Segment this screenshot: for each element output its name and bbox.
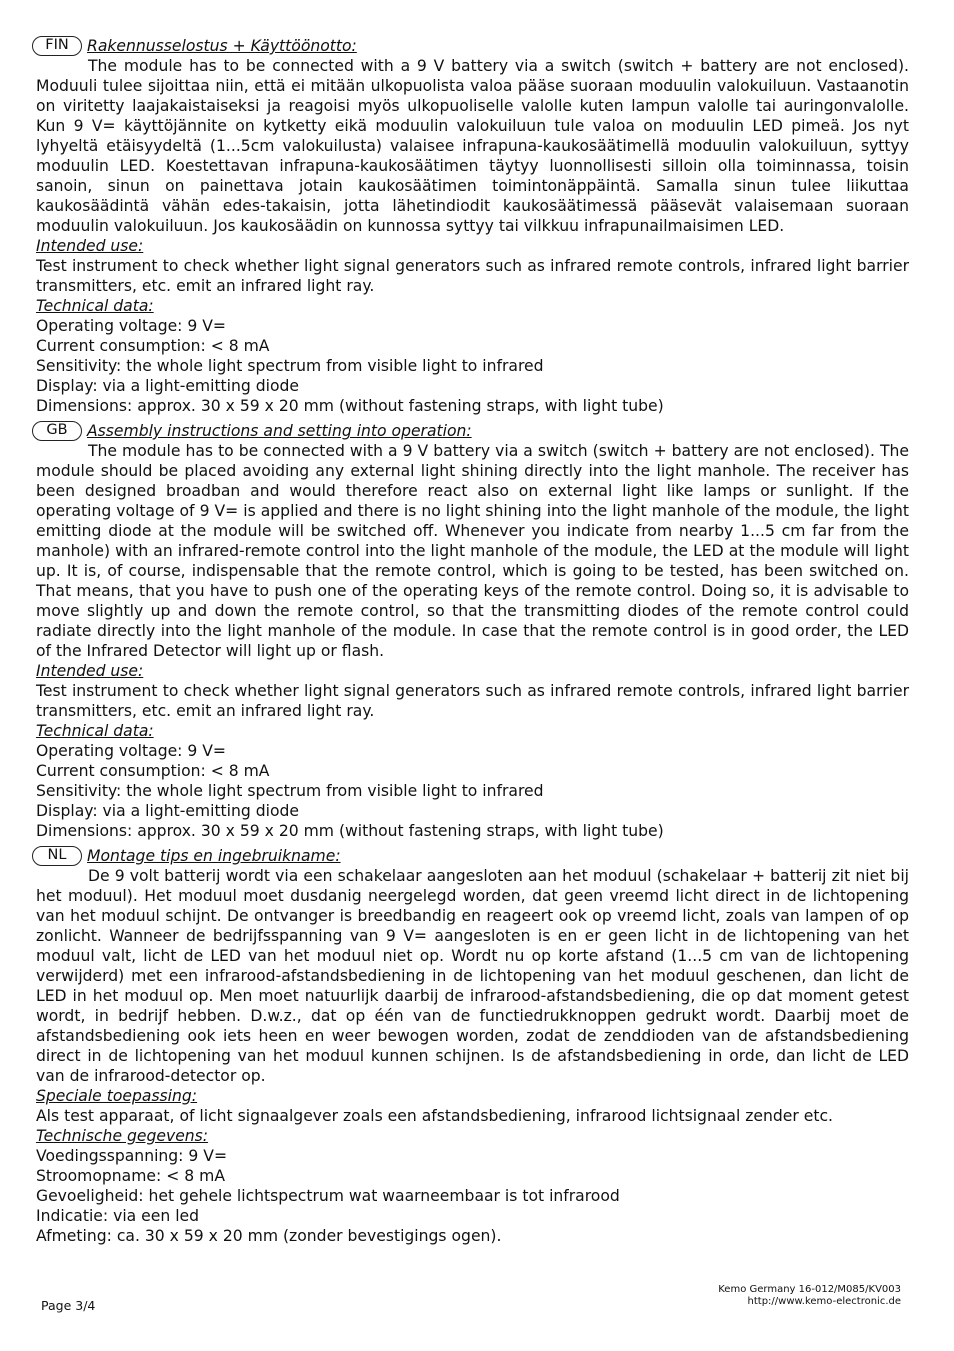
language-badge: GB [32, 421, 82, 441]
section-heading [36, 421, 909, 441]
technical-data-label: Technical data: [36, 297, 154, 315]
language-badge: FIN [32, 36, 82, 56]
tech-line: Dimensions: approx. 30 x 59 x 20 mm (without fastening straps, with light tube) [36, 397, 664, 415]
tech-line: Display: via a light-emitting diode [36, 377, 300, 395]
intended-use-label: Intended use: [36, 662, 144, 680]
page-number: Page 3/4 [41, 1298, 96, 1313]
section-title: Assembly instructions and setting into operation: [87, 422, 472, 440]
tech-line: Dimensions: approx. 30 x 59 x 20 mm (without fastening straps, with light tube) [36, 822, 664, 840]
tech-line: Current consumption: < 8 mA [36, 337, 270, 355]
technical-data-label: Technische gegevens: [36, 1127, 209, 1145]
language-badge: NL [32, 846, 82, 866]
tech-line: Display: via a light-emitting diode [36, 802, 300, 820]
technical-data-label: Technical data: [36, 722, 154, 740]
section-body: The module has to be connected with a 9 V battery via a switch (switch + battery are not enclosed). Moduuli tulee sijoittaa niin, että ei mitään ulkopuolista valoa pääse suoraan moduulin valokuiluun. Vastaanotin on viritetty laajakaistaiseksi ja reagoisi myös ulkopuoliselle valolle kuten lampun valolle tai auringonvalolle. Kun 9 V= käyttöjännite on kytketty eikä moduulin valokuiluun tule valoa on moduulin LED pimeä. Jos nyt lyhyeltä etäisyydeltä (1...5cm valokuilusta) valaisee infrapuna-kaukosäätimellä moduulin valokuiluun, syttyy moduulin LED. Koestettavan infrapuna-kaukosäätimen täytyy luonnollisesti silloin olla toiminnassa, toisin sanoin, sinun on painettava jotain kaukosäätimen toimintonäppäintä. Samalla sinun tulee liikuttaa kaukosäädintä vähän edes-takaisin, jotta lähetindiodit kaukosäätimessä pääsevät valaisemaan suoraan moduulin valokuiluun. Jos kaukosäädin on kunnossa syttyy tai vilkkuu infrapunailmaisimen LED. [36, 57, 909, 235]
company-code: Kemo Germany 16-012/M085/KV003 [718, 1284, 901, 1295]
intended-use-text: Test instrument to check whether light signal generators such as infrared remote controls, infrared light barrier transmitters, etc. emit an infrared light ray. [36, 257, 909, 295]
document-body [36, 36, 909, 1246]
tech-line: Voedingsspanning: 9 V= [36, 1147, 228, 1165]
section-heading [36, 36, 909, 56]
special-use-label: Speciale toepassing: [36, 1087, 198, 1105]
tech-line: Afmeting: ca. 30 x 59 x 20 mm (zonder bevestigings ogen). [36, 1227, 502, 1245]
tech-line: Operating voltage: 9 V= [36, 317, 227, 335]
tech-line: Gevoeligheid: het gehele lichtspectrum wat waarneembaar is tot infrarood [36, 1187, 620, 1205]
section-body: De 9 volt batterij wordt via een schakelaar aangesloten aan het moduul (schakelaar + batterij zit niet bij het moduul). Het moduul moet dusdanig neergelegd worden, dat geen vreemd licht direct in de lichtopening van het moduul schijnt. De ontvanger is breedbandig en reageert ook op vreemd licht, zoals van lampen of op zonlicht. Wanneer de bedrijfsspanning van 9 V= aangesloten is en er geen licht in de lichtopening van het moduul valt, licht de LED van het moduul niet op. Wordt nu op korte afstand (1...5 cm van de lichtopening verwijderd) met een infrarood-afstandsbediening in de lichtopening van het moduul geschenen, dan licht de LED in het moduul op. Men moet natuurlijk daarbij de infrarood-afstandsbediening, die op dat moment getest wordt, in bedrijf hebben. D.w.z., dat op één van de functiedrukknoppen gedrukt wordt. Daarbij moet de afstandsbediening ook iets heen en weer bewogen worden, zodat de zenddioden van de afstandsbediening direct in de lichtopening van het moduul kunnen schijnen. Is de afstandsbediening in orde, dan licht de LED van de infrarood-detector op. [36, 867, 909, 1085]
intended-use-label: Intended use: [36, 237, 144, 255]
section-title: Montage tips en ingebruikname: [87, 847, 341, 865]
section-body: The module has to be connected with a 9 V battery via a switch (switch + battery are not enclosed). The module should be placed avoiding any external light shining directly into the light manhole. The receiver has been designed broadban and would therefore react also on external light like lamps or sunlight. If the operating voltage of 9 V= is applied and there is no light shining into the light manhole of the module, the light emitting diode at the module will be switched off. Whenever you indicate from nearby 1...5 cm far from the manhole) with an infrared-remote control into the light manhole of the module, the LED at the module will light up. It is, of course, indispensable that the remote control, which is going to be tested, has been switched on. That means, that you have to push one of the operating keys of the remote control. Doing so, it is advisable to move slightly up and down the remote control, so that the transmitting diodes of the remote control could radiate directly into the light manhole of the module. In case that the remote control is in good order, the LED of the Infrared Detector will light up or flash. [36, 442, 909, 660]
section-fin [36, 36, 909, 416]
special-use-text: Als test apparaat, of licht signaalgever zoals een afstandsbediening, infrarood lichtsignaal zender etc. [36, 1107, 833, 1125]
section-nl [36, 846, 909, 1246]
website-url[interactable]: http://www.kemo-electronic.de [747, 1296, 901, 1307]
tech-line: Operating voltage: 9 V= [36, 742, 227, 760]
tech-line: Indicatie: via een led [36, 1207, 200, 1225]
tech-line: Stroomopname: < 8 mA [36, 1167, 225, 1185]
tech-line: Sensitivity: the whole light spectrum from visible light to infrared [36, 782, 544, 800]
section-gb [36, 421, 909, 841]
tech-line: Sensitivity: the whole light spectrum from visible light to infrared [36, 357, 544, 375]
footer-imprint [718, 1284, 901, 1308]
tech-line: Current consumption: < 8 mA [36, 762, 270, 780]
section-title: Rakennusselostus + Käyttöönotto: [87, 37, 357, 55]
intended-use-text: Test instrument to check whether light signal generators such as infrared remote controls, infrared light barrier transmitters, etc. emit an infrared light ray. [36, 682, 909, 720]
section-heading [36, 846, 909, 866]
